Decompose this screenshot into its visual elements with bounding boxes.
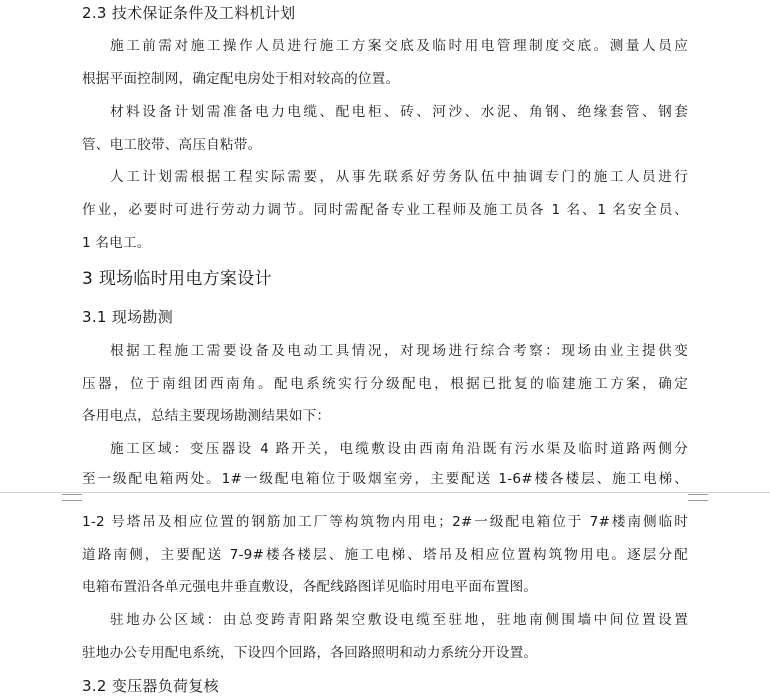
section-heading-3: 3 现场临时用电方案设计 — [82, 269, 272, 289]
paragraph-line: 至一级配电箱两处。1#一级配电箱位于吸烟室旁，主要配送 1-6#楼各楼层、施工电梯、 — [82, 471, 688, 487]
paragraph-line: 根据工程施工需要设备及电动工具情况，对现场进行综合考察：现场由业主提供变 — [110, 343, 688, 359]
paragraph-line: 压器，位于南组团西南角。配电系统实行分级配电，根据已批复的临建施工方案，确定 — [82, 376, 688, 392]
paragraph-line: 驻地办公区域：由总变跨青阳路架空敷设电缆至驻地，驻地南侧围墙中间位置设置 — [110, 612, 688, 628]
page-edge-line — [0, 492, 770, 493]
paragraph-line: 施工区域：变压器设 4 路开关，电缆敷设由西南角沿既有污水渠及临时道路两侧分 — [110, 441, 688, 457]
paragraph-line: 材料设备计划需准备电力电缆、配电柜、砖、河沙、水泥、角钢、绝缘套管、钢套 — [110, 104, 688, 120]
document-page-lower — [0, 502, 770, 695]
section-heading-3-2: 3.2 变压器负荷复核 — [82, 677, 219, 695]
paragraph-line: 各用电点，总结主要现场勘测结果如下： — [82, 408, 331, 424]
section-heading-2-3: 2.3 技术保证条件及工料机计划 — [82, 4, 296, 22]
paragraph-line: 根据平面控制网，确定配电房处于相对较高的位置。 — [82, 71, 400, 87]
paragraph-line: 作业，必要时可进行劳动力调节。同时需配备专业工程师及施工员各 1 名、1 名安全员、 — [82, 202, 688, 218]
paragraph-line: 驻地办公专用配电系统，下设四个回路，各回路照明和动力系统分开设置。 — [82, 645, 538, 661]
right-margin-marker — [688, 494, 708, 501]
paragraph-line: 施工前需对施工操作人员进行施工方案交底及临时用电管理制度交底。测量人员应 — [110, 38, 688, 54]
paragraph-line: 道路南侧，主要配送 7-9#楼各楼层、施工电梯、塔吊及相应位置构筑物用电。逐层分配 — [82, 547, 688, 563]
paragraph-line: 1-2 号塔吊及相应位置的钢筋加工厂等构筑物内用电；2#一级配电箱位于 7#楼南侧临时 — [82, 514, 688, 530]
paragraph-line: 管、电工胶带、高压自粘带。 — [82, 137, 262, 153]
left-margin-marker — [62, 494, 82, 501]
section-heading-3-1: 3.1 现场勘测 — [82, 308, 174, 326]
paragraph-line: 人工计划需根据工程实际需要，从事先联系好劳务队伍中抽调专门的施工人员进行 — [110, 169, 688, 185]
paragraph-line: 1 名电工。 — [82, 235, 151, 251]
page-break-gap — [0, 492, 770, 502]
paragraph-line: 电箱布置沿各单元强电井垂直敷设，各配线路图详见临时用电平面布置图。 — [82, 579, 538, 595]
